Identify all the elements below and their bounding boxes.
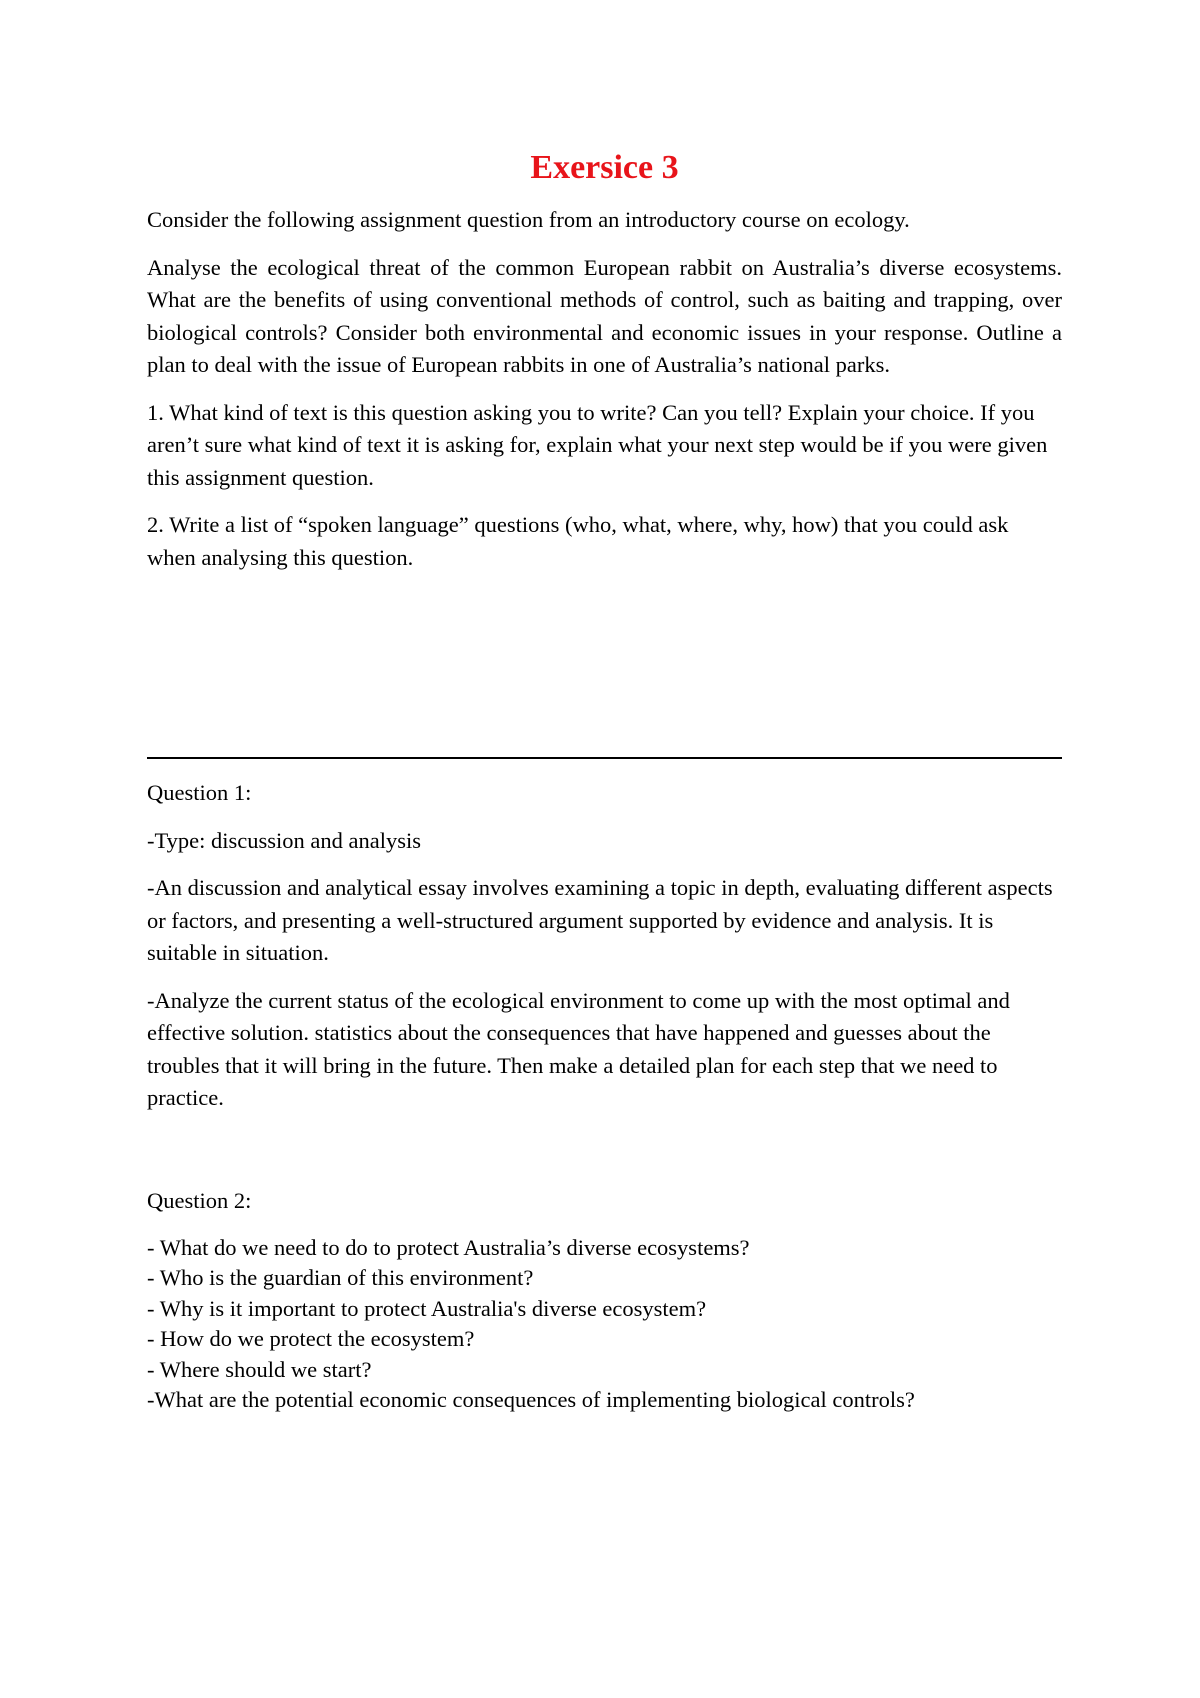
question-1-type: -Type: discussion and analysis [147,827,422,853]
question-2-answer [147,1185,1062,1416]
exercise-title: Exersice 3 [530,149,679,186]
list-item: - Where should we start? [147,1356,372,1382]
list-item: - Why is it important to protect Australia's diverse ecosystem? [147,1295,707,1321]
question-1-answer [147,777,1062,1130]
task-1-paragraph: 1. What kind of text is this question asking you to write? Can you tell? Explain your choice. If you aren’t sure what kind of text it is asking for, explain what your next step would be if you were given this assignment question. [147,399,1048,490]
horizontal-divider [147,757,1062,759]
assignment-paragraph: Analyse the ecological threat of the common European rabbit on Australia’s diverse ecosystems. What are the benefits of using conventional methods of control, such as baiting and trapping, over biological controls? Consider both environmental and economic issues in your response. Outline a plan to deal with the issue of European rabbits in one of Australia’s national parks. [147,254,1062,377]
question-1-paragraph-1: -An discussion and analytical essay involves examining a topic in depth, evaluating different aspects or factors, and presenting a well-structured argument supported by evidence and analysis. It is suitable in situation. [147,875,1053,965]
list-item: -What are the potential economic consequences of implementing biological controls? [147,1387,915,1412]
task-2-paragraph: 2. Write a list of “spoken language” questions (who, what, where, why, how) that you could ask when analysing this question. [147,512,1009,570]
list-item: - Who is the guardian of this environment? [147,1265,534,1290]
exercise-section [147,146,1062,589]
list-item: - What do we need to do to protect Australia’s diverse ecosystems? [147,1234,750,1260]
list-item: - How do we protect the ecosystem? [147,1326,475,1351]
intro-paragraph: Consider the following assignment question from an introductory course on ecology. [147,207,910,232]
question-1-heading: Question 1: [147,780,252,805]
question-1-paragraph-2: -Analyze the current status of the ecological environment to come up with the most optimal and effective solution. statistics about the consequences that have happened and guesses about the troubles that it will bring in the future. Then make a detailed plan for each step that we need to practice. [147,987,1010,1110]
question-2-list [147,1233,1062,1416]
question-2-heading: Question 2: [147,1188,252,1213]
